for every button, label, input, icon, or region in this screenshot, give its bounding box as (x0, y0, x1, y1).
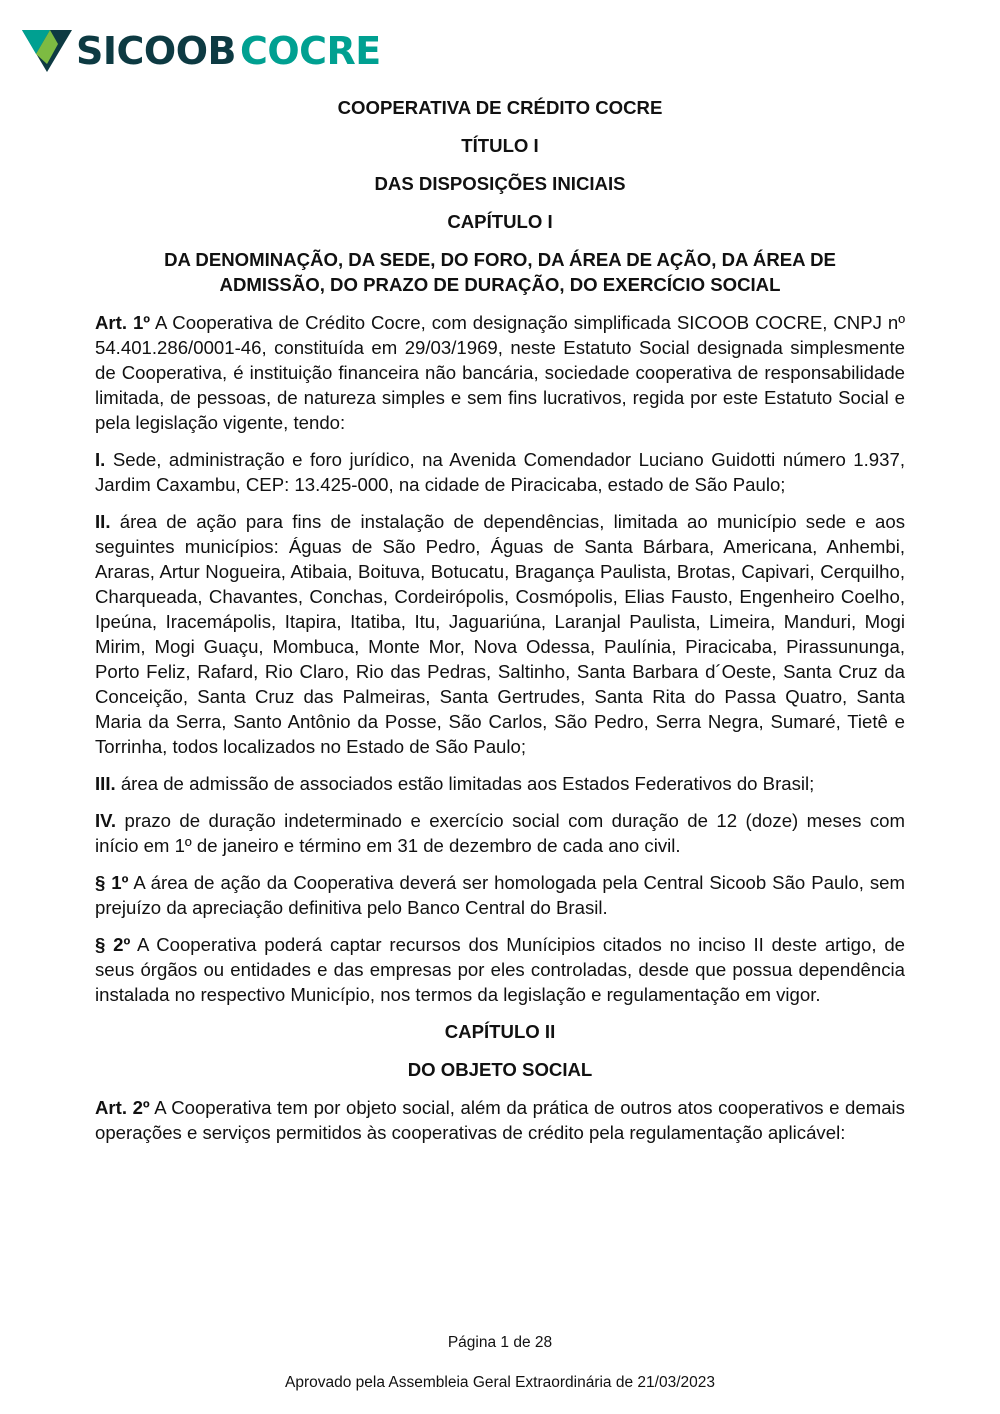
article-2-text: A Cooperativa tem por objeto social, além da prática de outros atos cooperativos e demais operações e serviços permitidos às cooperativas de crédito pela regulamentação aplicável: (95, 1097, 905, 1143)
paragraph-2-label: § 2º (95, 934, 131, 955)
article-1-text: A Cooperativa de Crédito Cocre, com designação simplificada SICOOB COCRE, CNPJ nº 54.401.286/0001-46, constituída em 29/03/1969, neste Estatuto Social designada simplesmente de Cooperativa, é instituição financeira não bancária, sociedade cooperativa de responsabilidade limitada, de pessoas, de natureza simples e sem fins lucrativos, regida por este Estatuto Social e pela legislação vigente, tendo: (95, 312, 905, 433)
inciso-2-text: área de ação para fins de instalação de dependências, limitada ao município sede e aos seguintes municípios: Águas de São Pedro, Águas de Santa Bárbara, Americana, Anhembi, Araras, Artur Nogueira, Atibaia, Boituva, Botucatu, Bragança Paulista, Brotas, Capivari, Cerquilho, Charqueada, Chavantes, Conchas, Cordeirópolis, Cosmópolis, Elias Fausto, Engenheiro Coelho, Ipeúna, Iracemápolis, Itapira, Itatiba, Itu, Jaguariúna, Laranjal Paulista, Limeira, Manduri, Mogi Mirim, Mogi Guaçu, Mombuca, Monte Mor, Nova Odessa, Paulínia, Piracicaba, Pirassununga, Porto Feliz, Rafard, Rio Claro, Rio das Pedras, Saltinho, Santa Barbara d´Oeste, Santa Cruz da Conceição, Santa Cruz das Palmeiras, Santa Gertrudes, Santa Rita do Passa Quatro, Santa Maria da Serra, Santo Antônio da Posse, São Carlos, São Pedro, Serra Negra, Sumaré, Tietê e Torrinha, todos localizados no Estado de São Paulo; (95, 511, 905, 757)
capitulo1-subtitle: DA DENOMINAÇÃO, DA SEDE, DO FORO, DA ÁREA DE AÇÃO, DA ÁREA DE ADMISSÃO, DO PRAZO DE DURAÇÃO, DO EXERCÍCIO SOCIAL (164, 249, 836, 295)
inciso-4-text: prazo de duração indeterminado e exercício social com duração de 12 (doze) meses com início em 1º de janeiro e término em 31 de dezembro de cada ano civil. (95, 810, 905, 856)
inciso-4-label: IV. (95, 810, 117, 831)
inciso-1-text: Sede, administração e foro jurídico, na Avenida Comendador Luciano Guidotti número 1.937, Jardim Caxambu, CEP: 13.425-000, na cidade de Piracicaba, estado de São Paulo; (95, 449, 905, 495)
inciso-4 (95, 808, 905, 858)
logo-text-sicoob: SICOOB (76, 29, 236, 73)
inciso-2 (95, 509, 905, 759)
paragraph-1 (95, 870, 905, 920)
capitulo1-heading: CAPÍTULO I (447, 211, 553, 232)
page-number: Página 1 de 28 (447, 1334, 553, 1351)
capitulo2-heading: CAPÍTULO II (444, 1021, 556, 1042)
disposicoes-heading: DAS DISPOSIÇÕES INICIAIS (374, 173, 626, 194)
sicoob-logo-mark-icon (22, 28, 72, 74)
approval-note: Aprovado pela Assembleia Geral Extraordinária de 21/03/2023 (285, 1374, 715, 1391)
inciso-1-label: I. (95, 449, 106, 470)
article-2-label: Art. 2º (95, 1097, 150, 1118)
cooperativa-heading: COOPERATIVA DE CRÉDITO COCRE (337, 97, 663, 118)
paragraph-2 (95, 932, 905, 1007)
logo-text-cocre: COCRE (239, 29, 381, 73)
article-1 (95, 310, 905, 435)
capitulo2-subtitle: DO OBJETO SOCIAL (407, 1059, 593, 1080)
article-1-label: Art. 1º (95, 312, 151, 333)
inciso-3-text: área de admissão de associados estão limitadas aos Estados Federativos do Brasil; (115, 773, 815, 794)
titulo-heading: TÍTULO I (461, 135, 539, 156)
paragraph-1-text: A área de ação da Cooperativa deverá ser homologada pela Central Sicoob São Paulo, sem prejuízo da apreciação definitiva pelo Banco Central do Brasil. (95, 872, 905, 918)
inciso-3-label: III. (95, 773, 116, 794)
inciso-2-label: II. (95, 511, 111, 532)
inciso-3 (95, 771, 905, 796)
inciso-1 (95, 447, 905, 497)
document-body (95, 95, 905, 1157)
paragraph-1-label: § 1º (95, 872, 129, 893)
article-2 (95, 1095, 905, 1145)
sicoob-cocre-logo (22, 26, 381, 76)
paragraph-2-text: A Cooperativa poderá captar recursos dos Munícipios citados no inciso II deste artigo, de seus órgãos ou entidades e das empresas por eles controladas, desde que possua dependência instalada no respectivo Município, nos termos da legislação e regulamentação em vigor. (95, 934, 905, 1005)
